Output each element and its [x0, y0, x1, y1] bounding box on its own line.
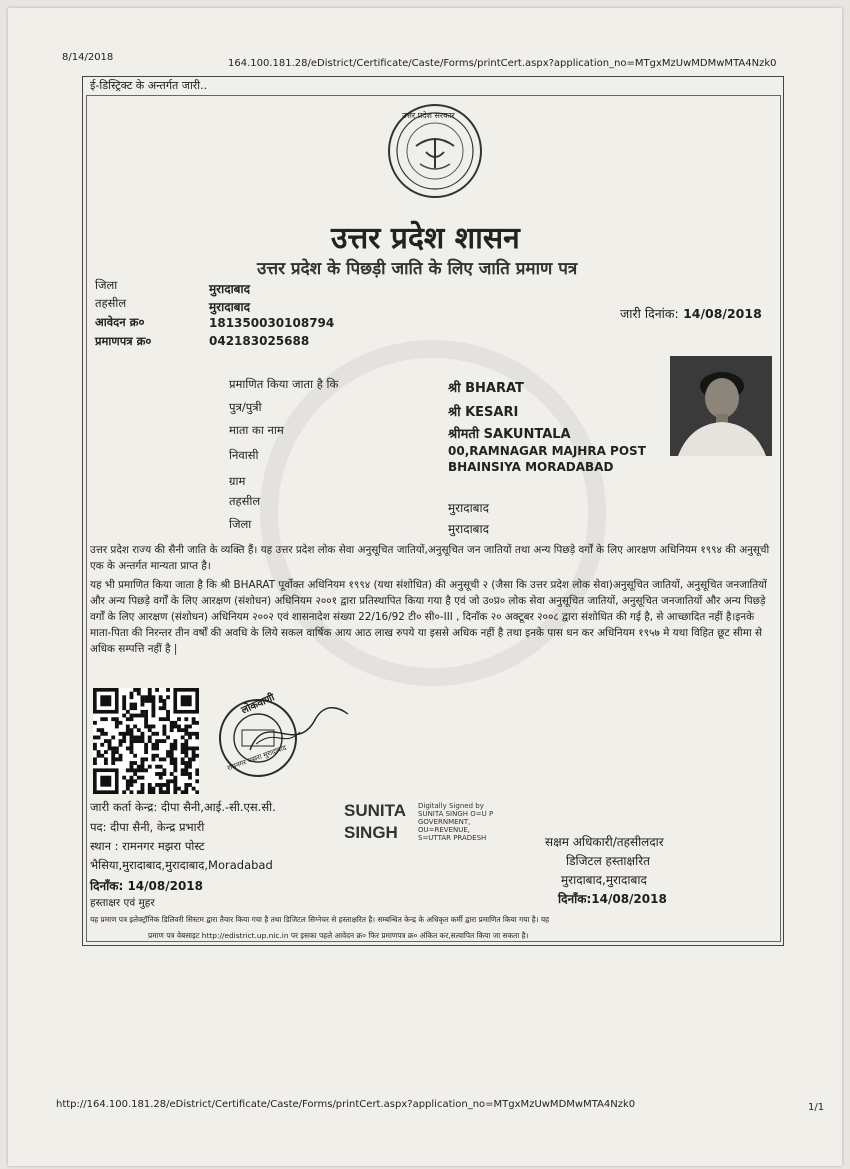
issued-under-text: ई-डिस्ट्रिक्ट के अन्तर्गत जारी.. — [90, 79, 208, 92]
signature-line-5: S=UTTAR PRADESH — [418, 834, 487, 842]
mother-label: माता का नाम — [229, 423, 284, 437]
footer-note-line1: यह प्रमाण पत्र इलेक्ट्रॉनिक डिलिवरी सिस्टम द्वारा तैयार किया गया है तथा डिजिटल सिग्नेचर से हस्ताक्षरित है। सम्बन्धित केन्द्र के अधिकृत कर्मी द्वारा प्रमाणित किया गया है। यह — [90, 915, 550, 924]
caste-paragraph: उत्तर प्रदेश राज्य की सैनी जाति के व्यक्ति हैं। यह उत्तर प्रदेश लोक सेवा अनुसूचित जातियों,अनुसूचित जन जातियों तथा अन्य पिछड़े वर्गों के लिए आरक्षण अधिनियम १९९४ की अनुसूची एक के अन्तर्गत मान्यता प्राप्त है। — [90, 544, 770, 572]
issue-date-label: जारी दिनांक: — [620, 306, 679, 321]
authority-date: दिनाँक:14/08/2018 — [558, 892, 667, 906]
stamp-bottom-text: रामनगर मझरा मुरादाबाद — [226, 743, 288, 773]
person-tehsil-value: मुरादाबाद — [448, 501, 490, 515]
issuing-centre: जारी कर्ता केन्द्र: दीपा सैनी,आई.-सी.एस.सी. — [90, 800, 276, 814]
print-url: 164.100.181.28/eDistrict/Certificate/Caste/Forms/printCert.aspx?application_no=MTgxMzUwMDMwMTA4Nzk0 — [228, 58, 777, 69]
page-subtitle: उत्तर प्रदेश के पिछड़ी जाति के लिए जाति प्रमाण पत्र — [257, 259, 578, 279]
issuer-address: भैसिया,मुरादाबाद,मुरादाबाद,Moradabad — [90, 858, 273, 872]
resident-address-line2: BHAINSIYA MORADABAD — [448, 460, 614, 474]
page-footer-url: http://164.100.181.28/eDistrict/Certificate/Caste/Forms/printCert.aspx?application_no=MTgxMzUwMDMwMTA4Nzk0 — [56, 1099, 636, 1110]
signature-line-3: GOVERNMENT, — [418, 818, 471, 826]
issuer-place: स्थान : रामनगर मझरा पोस्ट — [90, 839, 205, 853]
page-number: 1/1 — [808, 1102, 825, 1113]
applicant-photo — [670, 356, 772, 456]
certificate-number: 042183025688 — [209, 334, 310, 348]
application-label: आवेदन क्र० — [95, 315, 145, 329]
person-name: श्री BHARAT — [448, 381, 524, 396]
signer-name-first: SUNITA — [344, 801, 407, 820]
district-label: जिला — [95, 278, 118, 292]
application-number: 181350030108794 — [209, 316, 335, 330]
resident-address-line1: 00,RAMNAGAR MAJHRA POST — [448, 444, 646, 458]
person-tehsil-label: तहसील — [229, 494, 261, 508]
income-paragraph: यह भी प्रमाणित किया जाता है कि श्री BHARAT पूर्वोक्त अधिनियम १९९४ (यथा संशोधित) की अनुसूची २ (जैसा कि उत्तर प्रदेश लोक सेवा)अनुसूचित जातियों, अनुसूचित जनजातियों और अन्य पिछड़े वर्गों के लिए आरक्षण (संशोधन) अधिनियम २००१ द्वारा प्रतिस्थापित किया गया है एवं जो उ०प्र० लोक सेवा अनुसूचित जातियों, अनुसूचित जनजातियों और अन्य पिछड़े वर्गों के लिए आरक्षण (संशोधन) अधिनियम २००२ एवं शासनादेश संख्या 22/16/92 टी० सी०-III , दिनाँक २० अक्टूबर २००८ द्वारा संशोधित की गई है, से आच्छादित नहीं है।इनके माता-पिता की निरन्तर तीन वर्षों की अवधि के लिये सकल वार्षिक आय आठ लाख रुपये या इससे अधिक नहीं है तथा इनके पास धन कर अधिनियम १९५७ मे यथा विहित छूट सीमा से अधिक सम्पत्ति नहीं है | — [90, 579, 767, 655]
tehsil-value: मुरादाबाद — [209, 300, 251, 314]
digital-signature-details — [418, 802, 493, 842]
issuer-date: दिनाँक: 14/08/2018 — [90, 879, 204, 893]
authority-signed: डिजिटल हस्ताक्षरित — [566, 854, 650, 868]
authority-location: मुरादाबाद,मुरादाबाद — [561, 873, 647, 887]
certified-label: प्रमाणित किया जाता है कि — [229, 377, 339, 391]
center-stamp-icon — [216, 688, 356, 788]
certificate-label: प्रमाणपत्र क्र० — [95, 334, 152, 348]
issue-date — [620, 305, 762, 322]
sign-and-seal-label: हस्ताक्षर एवं मुहर — [90, 897, 155, 909]
mother-name: श्रीमती SAKUNTALA — [448, 427, 571, 442]
resident-label: निवासी — [229, 448, 259, 462]
footer-note-line2: प्रमाण पत्र वेबसाइट http://edistrict.up.nic.in पर इसका पहले आवेदन क्र० फिर प्रमाणपत्र क्र० अंकित कर,सत्यापित किया जा सकता है। — [148, 931, 529, 940]
person-district-value: मुरादाबाद — [448, 522, 490, 536]
signer-name-last: SINGH — [344, 823, 398, 842]
signature-line-1: Digitally Signed by — [418, 802, 484, 810]
issue-date-value: 14/08/2018 — [683, 306, 762, 321]
authority-title: सक्षम अधिकारी/तहसीलदार — [545, 835, 664, 849]
father-name: श्री KESARI — [448, 405, 519, 420]
signature-line-4: OU=REVENUE, — [418, 826, 471, 834]
issuer-post: पद: दीपा सैनी, केन्द्र प्रभारी — [90, 820, 205, 834]
signature-line-2: SUNITA SINGH O=U P — [418, 810, 494, 818]
page-title: उत्तर प्रदेश शासन — [331, 221, 520, 256]
print-date: 8/14/2018 — [62, 52, 114, 63]
child-of-label: पुत्र/पुत्री — [229, 400, 262, 414]
village-label: ग्राम — [229, 474, 246, 488]
emblem-caption: उत्तर प्रदेश सरकार — [402, 111, 455, 120]
district-value: मुरादाबाद — [209, 282, 251, 296]
tehsil-label: तहसील — [95, 296, 127, 310]
person-district-label: जिला — [229, 517, 252, 531]
stamp-ring-text: लोकवाणी — [239, 692, 277, 717]
qr-code — [93, 688, 199, 794]
